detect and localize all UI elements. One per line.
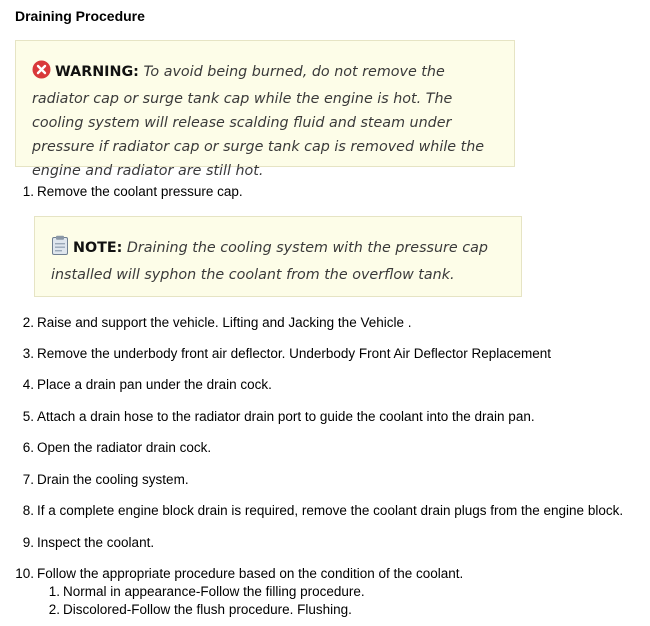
step-7: 7. Drain the cooling system. xyxy=(22,472,189,487)
page-title: Draining Procedure xyxy=(15,8,145,24)
clipboard-icon xyxy=(51,235,69,263)
warning-box xyxy=(15,40,515,179)
note-box xyxy=(34,216,522,297)
step-8: 8. If a complete engine block drain is required, remove the coolant drain plugs from the engine block. xyxy=(22,503,624,518)
step-9: 9. Inspect the coolant. xyxy=(22,535,155,550)
step-3: 3. Remove the underbody front air deflector. Underbody Front Air Deflector Replacement xyxy=(22,346,552,361)
substep-1: 1. Normal in appearance-Follow the filling procedure. xyxy=(48,584,365,599)
warning-text: To avoid being burned, do not remove the radiator cap or surge tank cap while the engine is hot. The cooling system will release scalding fluid and steam under pressure if radiator cap or surge tank cap is removed while the engine and radiator are still hot. xyxy=(32,64,485,179)
step-1: 1. Remove the coolant pressure cap. xyxy=(22,184,243,199)
warning-label: WARNING: xyxy=(55,64,139,80)
step-6: 6. Open the radiator drain cock. xyxy=(22,440,212,455)
step-5: 5. Attach a drain hose to the radiator drain port to guide the coolant into the drain pan. xyxy=(22,409,535,424)
substep-2: 2. Discolored-Follow the flush procedure. Flushing. xyxy=(48,602,352,617)
step-10: 10. Follow the appropriate procedure based on the condition of the coolant. xyxy=(15,566,464,581)
step-4: 4. Place a drain pan under the drain cock. xyxy=(22,377,272,392)
step-2: 2. Raise and support the vehicle. Lifting and Jacking the Vehicle . xyxy=(22,315,412,330)
note-text: Draining the cooling system with the pressure cap installed will syphon the coolant from the overflow tank. xyxy=(51,240,488,283)
note-label: NOTE: xyxy=(73,240,123,256)
error-circle-icon xyxy=(32,60,51,87)
